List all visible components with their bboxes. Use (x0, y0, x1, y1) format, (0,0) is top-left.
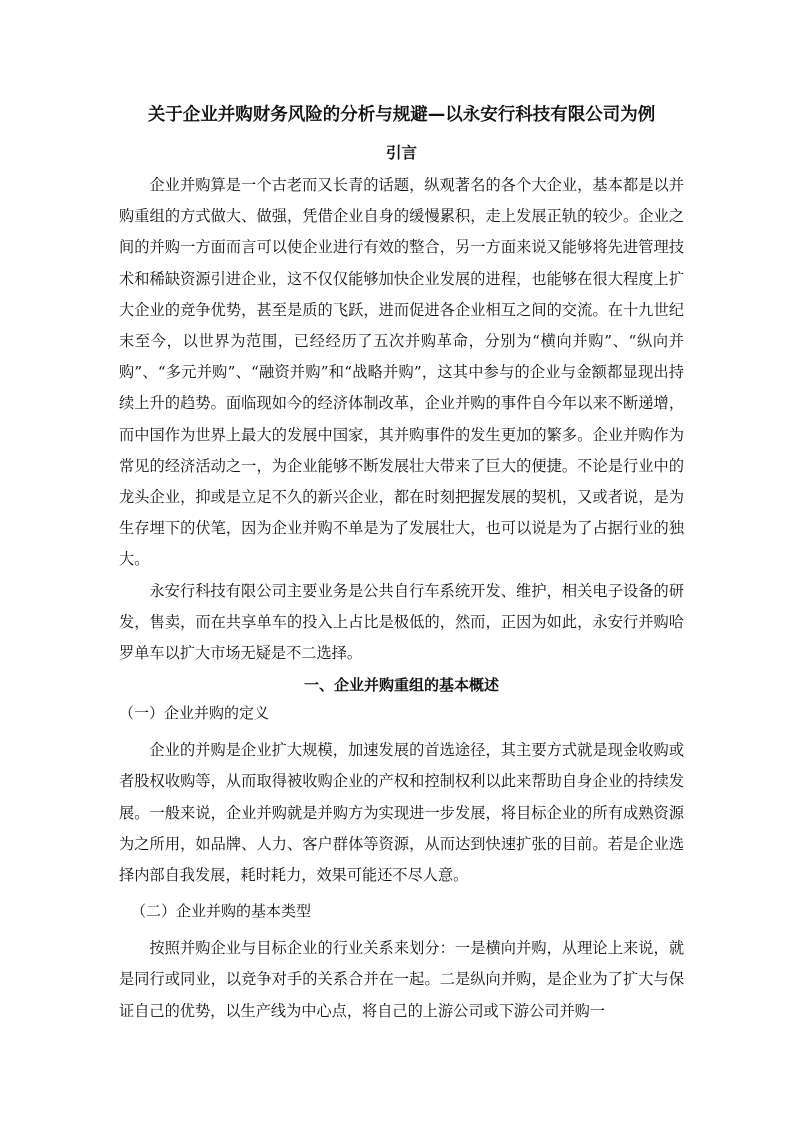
section-1-heading: 一、企业并购重组的基本概述 (303, 676, 499, 695)
intro-paragraph-1: 企业并购算是一个古老而又长青的话题，纵观著名的各个大企业，基本都是以并购重组的方式做大、做强，凭借企业自身的缓慢累积，走上发展正轨的较少。企业之间的并购一方面而言可以使企业进行有效的整合，另一方面来说又能够将先进管理技术和稀缺资源引进企业，这不仅仅能够加快企业发展的进程，也能够在很大程度上扩大企业的竞争优势，甚至是质的飞跃，进而促进各企业相互之间的交流。在十九世纪末至今，以世界为范围，已经经历了五次并购革命，分别为“横向并购”、“纵向并购”、“多元并购”、“融资并购”和“战略并购”，这其中参与的企业与金额都显现出持续上升的趋势。面临现如今的经济体制改革，企业并购的事件自今年以来不断递增，而中国作为世界上最大的发展中国家，其并购事件的发生更加的繁多。企业并购作为常见的经济活动之一，为企业能够不断发展壮大带来了巨大的便捷。不论是行业中的龙头企业，抑或是立足不久的新兴企业，都在时刻把握发展的契机，又或者说，是为生存埋下的伏笔，因为企业并购不单是为了发展壮大，也可以说是为了占据行业的独大。 (119, 176, 684, 569)
introduction-heading: 引言 (385, 144, 417, 162)
document-title: 关于企业并购财务风险的分析与规避—以永安行科技有限公司为例 (147, 105, 656, 125)
intro-paragraph-2: 永安行科技有限公司主要业务是公共自行车系统开发、维护，相关电子设备的研发，售卖，而在共享单车的投入上占比是极低的，然而，正因为如此，永安行并购哈罗单车以扩大市场无疑是不二选择。 (119, 581, 684, 663)
subsection-1-paragraph: 企业的并购是企业扩大规模，加速发展的首选途径，其主要方式就是现金收购或者股权收购等，从而取得被收购企业的产权和控制权利以此来帮助自身企业的持续发展。一般来说，企业并购就是并购方为实现进一步发展，将目标企业的所有成熟资源为之所用，如品牌、人力、客户群体等资源，从而达到快速扩张的目前。若是企业选择内部自我发展，耗时耗力，效果可能还不尽人意。 (119, 741, 684, 885)
subsection-2-paragraph: 按照并购企业与目标企业的行业关系来划分：一是横向并购，从理论上来说，就是同行或同业，以竞争对手的关系合并在一起。二是纵向并购，是企业为了扩大与保证自己的优势，以生产线为中心点，将自己的上游公司或下游公司并购一 (119, 939, 684, 1020)
subsection-1-heading: （一）企业并购的定义 (119, 704, 270, 723)
subsection-2-heading: （二）企业并购的基本类型 (131, 902, 312, 921)
document-body (119, 100, 684, 1027)
